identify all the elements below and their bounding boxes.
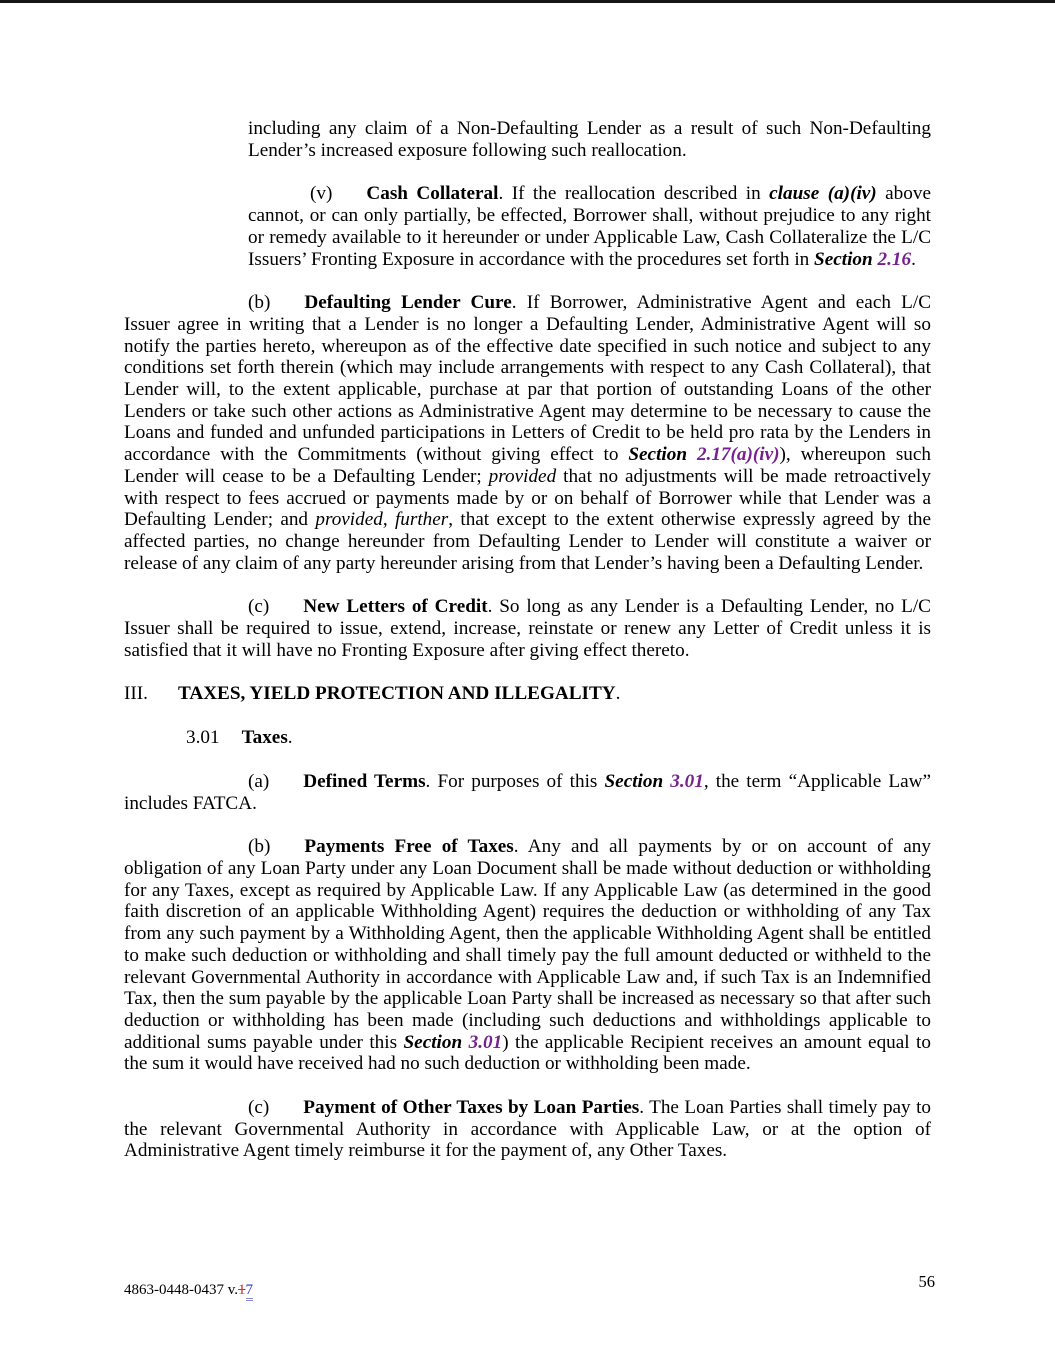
text-run: Cash Collateral	[366, 183, 499, 205]
text-run: 3.01	[186, 727, 220, 749]
tab-space	[269, 596, 303, 618]
text-run: including any claim of a Non-Defaulting Lender as a result of such Non-Defaulting Lender’s increased exposure following such reallocation.	[248, 118, 931, 161]
text-run: that no adjustments will be made retroactively with respect to fees accrued or payments made by or on behalf of Borrower while that Lender was a Defaulting Lender; and	[124, 465, 931, 531]
text-run: above cannot, or can only partially, be effected, Borrower shall, without prejudice to any right or remedy available to it hereunder or under Applicable Law, Cash Collateralize the L/C Issuers’ Fronting Exposure in accordance with the procedures set forth in	[248, 183, 931, 270]
text-run: Taxes	[241, 727, 288, 749]
deleted-version-number: 1	[238, 1282, 246, 1298]
tab-space	[269, 771, 303, 793]
tab-space	[269, 1097, 303, 1119]
heading-article-iii-taxes	[124, 683, 931, 705]
window-top-edge	[0, 0, 1055, 3]
para-b-defaulting-lender-cure	[124, 292, 931, 574]
text-run: Section	[604, 770, 671, 792]
text-run: ) the applicable Recipient receives an amount equal to the sum it would have received had no such deduction or withholding been made.	[124, 1031, 931, 1075]
text-run: Defaulting Lender Cure	[304, 292, 512, 314]
text-run: Section	[403, 1031, 469, 1053]
para-c-new-letters-of-credit	[124, 596, 931, 661]
text-run: New Letters of Credit	[303, 596, 488, 618]
text-run: (a)	[248, 770, 270, 792]
section-reference-link[interactable]: 2.17(a)(iv)	[696, 444, 780, 466]
text-run: . Any and all payments by or on account of any obligation of any Loan Party under any Loan Document shall be made without deduction or withholding for any Taxes, except as required by Applicable Law. If any Applicable Law (as determined in the good faith discretion of an applicable Withholding Agent) requires the deduction or withholding of any Tax from any such payment by a Withholding Agent, then the applicable Withholding Agent shall be entitled to make such deduction or withholding and shall timely pay the full amount deducted or withheld to the relevant Governmental Authority in accordance with Applicable Law and, if such Tax is an Indemnified Tax, then the sum payable by the applicable Loan Party shall be increased as necessary so that after such deduction or withholding has been made (including such deductions and withholdings applicable to additional sums payable under this	[124, 836, 931, 1053]
text-run: ,	[382, 509, 395, 531]
text-run: TAXES, YIELD PROTECTION AND ILLEGALITY	[177, 683, 616, 705]
heading-section-3-01-taxes	[124, 727, 931, 749]
text-run: clause (a)(iv)	[769, 183, 877, 205]
text-run: Defined Terms	[303, 770, 426, 792]
text-run: (v)	[310, 183, 333, 205]
text-run: . If Borrower, Administrative Agent and each L/C Issuer agree in writing that a Lender is no longer a Defaulting Lender, Administrative Agent will so notify the parties hereto, whereupon as of the effective date specified in such notice and subject to any conditions set forth therein (which may include arrangements with respect to any Cash Collateral), that Lender will, to the extent applicable, purchase at par that portion of outstanding Loans of the other Lenders or take such other actions as Administrative Agent may determine to be necessary to cause the Loans and funded and unfunded participations in Letters of Credit to be held pro rata by the Lenders in accordance with the Commitments (without giving effect to	[124, 292, 931, 466]
inserted-version-number: 7	[246, 1283, 254, 1301]
text-run: Section	[814, 248, 878, 270]
section-reference-link[interactable]: 3.01	[670, 770, 704, 792]
text-run: further	[394, 509, 449, 531]
text-run: . If the reallocation described in	[498, 183, 770, 205]
text-run: , the term “Applicable Law” includes FATCA.	[124, 770, 931, 814]
text-run: ), whereupon such Lender will cease to be a Defaulting Lender;	[124, 444, 931, 487]
text-run: . The Loan Parties shall timely pay to the relevant Governmental Authority in accordance with Applicable Law, or at the option of Administrative Agent timely reimburse it for the payment of, any Other Taxes.	[124, 1097, 931, 1162]
text-run: (c)	[248, 1097, 270, 1119]
text-run: . So long as any Lender is a Defaulting Lender, no L/C Issuer shall be required to issue, extend, increase, reinstate or renew any Letter of Credit unless it is satisfied that it will have no Fronting Exposure after giving effect thereto.	[124, 596, 931, 661]
para-reallocation-continuation	[248, 118, 931, 161]
tab-space	[270, 836, 304, 858]
text-run: .	[615, 683, 621, 705]
text-run: provided	[488, 465, 557, 487]
text-run: Section	[628, 444, 697, 466]
tab-space	[270, 292, 304, 314]
para-v-cash-collateral	[248, 183, 931, 270]
text-run: provided	[315, 509, 383, 531]
text-run: .	[911, 248, 916, 270]
text-run: .	[287, 727, 293, 749]
page-number: 56	[918, 1272, 935, 1291]
tab-space	[332, 183, 366, 205]
text-run: Payment of Other Taxes by Loan Parties	[303, 1097, 640, 1119]
para-a-defined-terms	[124, 771, 931, 814]
text-run: III.	[124, 683, 148, 705]
doc-id-text: 4863-0448-0437 v.	[124, 1282, 239, 1298]
para-b-payments-free-of-taxes	[124, 836, 931, 1075]
text-run: (b)	[248, 836, 271, 858]
text-run: , that except to the extent otherwise expressly agreed by the affected parties, no change hereunder from Defaulting Lender to Lender will constitute a waiver or release of any claim of any party hereunder arising from that Lender’s having been a Defaulting Lender.	[124, 509, 932, 574]
section-reference-link[interactable]: 2.16	[877, 248, 912, 270]
text-run: . For purposes of this	[425, 770, 605, 792]
text-run: (c)	[248, 596, 270, 618]
tab-space	[148, 683, 178, 705]
text-run: (b)	[248, 292, 271, 314]
text-run: Payments Free of Taxes	[304, 836, 514, 858]
document-content	[124, 118, 931, 1184]
tab-space	[220, 727, 242, 749]
para-c-payment-of-other-taxes	[124, 1097, 931, 1162]
footer-doc-id	[124, 1281, 253, 1301]
section-reference-link[interactable]: 3.01	[468, 1031, 503, 1053]
